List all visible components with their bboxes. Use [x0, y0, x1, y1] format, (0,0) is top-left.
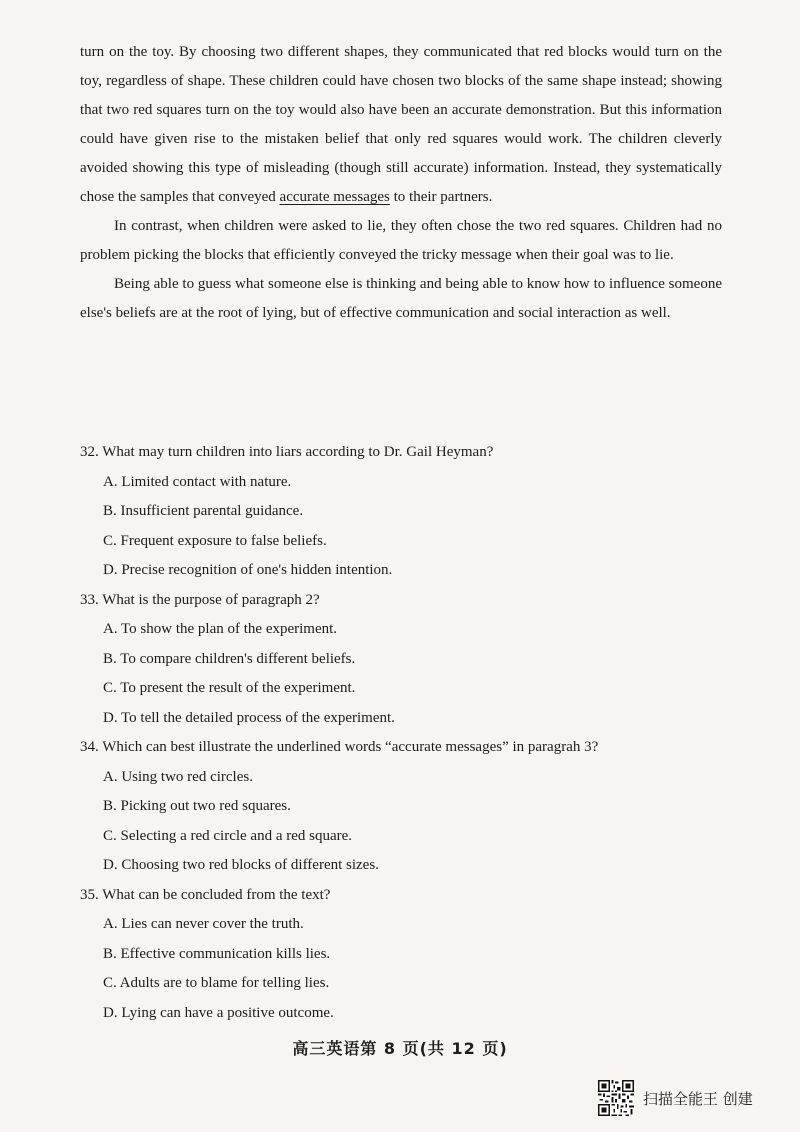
option-a: A. Using two red circles.	[103, 768, 253, 785]
option-d: D. To tell the detailed process of the experiment.	[103, 709, 395, 726]
option-c: C. Frequent exposure to false beliefs.	[103, 532, 327, 549]
underlined-words: accurate messages	[279, 189, 390, 205]
option-b: B. Insufficient parental guidance.	[103, 503, 304, 519]
option-b: B. To compare children's different beliefs.	[103, 650, 356, 667]
page-footer: 高三英语第 8 页(共 12 页)	[292, 1039, 508, 1058]
option-c: C. Selecting a red circle and a red square.	[103, 827, 353, 844]
option-b: B. Effective communication kills lies.	[103, 945, 331, 962]
option-d: D. Choosing two red blocks of different sizes.	[103, 857, 379, 873]
option-b: B. Picking out two red squares.	[103, 798, 291, 814]
question-33	[80, 586, 740, 734]
question-32	[80, 438, 740, 586]
qr-code-icon	[598, 1080, 634, 1116]
option-d: D. Precise recognition of one's hidden intention.	[103, 562, 393, 578]
question-stem: 33. What is the purpose of paragraph 2?	[80, 591, 320, 608]
question-stem: 34. Which can best illustrate the underlined words “accurate messages” in paragrah 3?	[80, 739, 599, 755]
question-35	[80, 881, 740, 1029]
passage-paragraph-2: In contrast, when children were asked to lie, they often chose the two red squares. Children had no problem picking the blocks that efficiently conveyed the tricky message when their goal was to lie.	[80, 218, 722, 263]
passage-paragraph-3: Being able to guess what someone else is thinking and being able to know how to influence someone else's beliefs are at the root of lying, but of effective communication and social interaction as well.	[80, 276, 722, 321]
reading-passage	[80, 38, 722, 328]
option-c: C. To present the result of the experiment.	[103, 680, 356, 696]
option-c: C. Adults are to blame for telling lies.	[103, 975, 330, 991]
question-stem: 32. What may turn children into liars according to Dr. Gail Heyman?	[80, 444, 494, 460]
question-34	[80, 733, 740, 881]
passage-paragraph-1: turn on the toy. By choosing two different shapes, they communicated that red blocks would turn on the toy, regardless of shape. These children could have chosen two blocks of the same shape instead; showing that two red squares turn on the toy would also have been an accurate demonstration. But this information could have given rise to the mistaken belief that only red squares would work. The children cleverly avoided showing this type of misleading (though still accurate) information. Instead, they systematically chose the samples that conveyed accurate messages to their partners.	[80, 44, 722, 205]
question-list	[80, 438, 740, 1028]
option-a: A. Lies can never cover the truth.	[103, 916, 304, 932]
watermark-text: 扫描全能王 创建	[643, 1089, 753, 1108]
question-stem: 35. What can be concluded from the text?	[80, 886, 331, 903]
option-a: A. To show the plan of the experiment.	[103, 621, 338, 637]
option-a: A. Limited contact with nature.	[103, 473, 292, 490]
option-d: D. Lying can have a positive outcome.	[103, 1004, 334, 1021]
scanner-watermark	[598, 1080, 753, 1116]
